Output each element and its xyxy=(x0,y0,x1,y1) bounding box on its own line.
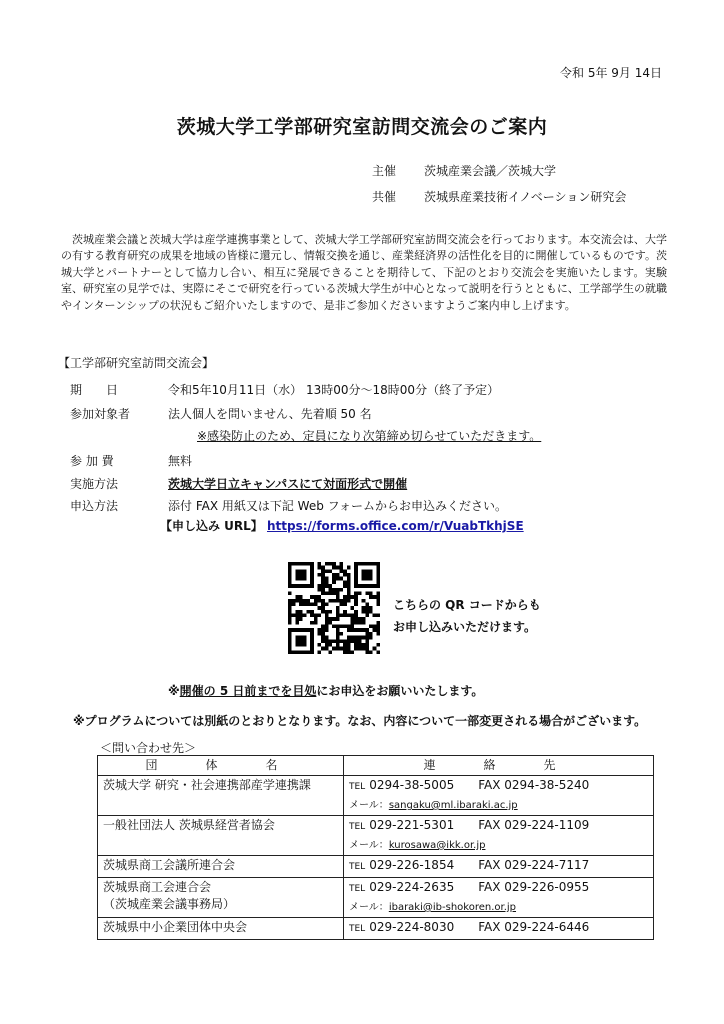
table-row xyxy=(98,878,654,918)
intro-paragraph: 茨城産業会議と茨城大学は産学連携事業として、茨城大学工学部研究室訪問交流会を行っております。本交流会は、大学の有する教育研究の成果を地域の皆様に還元し、情報交換を通じ、産業経済界の活性化を目的に開催しているものです。茨城大学とパートナーとして協力し合い、相互に発展できることを期待して、下記のとおり交流会を実施いたします。実験室、研究室の見学では、実際にそこで研究を行っている茨城大学生が中心となって説明を行うとともに、工学部学生の就職やインターンシップの状況もご紹介いたしますので、是非ご参加くださいますようご案内申し上げます。 xyxy=(61,233,667,312)
qr-caption-line: こちらの QR コードからも xyxy=(393,598,541,612)
org-cell xyxy=(98,878,344,918)
event-date-value: 令和5年10月11日（水） 13時00分～18時00分（終了予定） xyxy=(168,383,500,397)
event-method-value: 茨城大学日立キャンパスにて対面形式で開催 xyxy=(168,477,408,491)
tel-label: TEL xyxy=(349,822,366,832)
fax-number: 029-226-0955 xyxy=(504,880,590,894)
contact-cell xyxy=(344,776,654,816)
organizer-host xyxy=(372,162,556,179)
fax-label: FAX xyxy=(478,858,501,872)
mail-address[interactable]: ibaraki@ib-shokoren.or.jp xyxy=(388,902,517,913)
mail-label: メール： xyxy=(349,840,389,851)
column-header-org: 団 体 名 xyxy=(98,756,344,776)
org-name: 茨城大学 研究・社会連携部産学連携課 xyxy=(103,778,311,792)
tel-number: 0294-38-5005 xyxy=(369,778,455,792)
event-section-heading: 【工学部研究室訪問交流会】 xyxy=(58,356,215,370)
tel-label: TEL xyxy=(349,924,366,934)
deadline-suffix: にお申込をお願いいたします。 xyxy=(316,684,484,698)
org-name: 茨城県商工会連合会 xyxy=(103,880,212,894)
qr-caption-line: お申し込みいただけます。 xyxy=(393,620,537,634)
event-date-label: 期 日 xyxy=(70,383,119,397)
fax-label: FAX xyxy=(478,778,501,792)
column-header-contact: 連 絡 先 xyxy=(344,756,654,776)
event-target-label: 参加対象者 xyxy=(70,407,131,421)
fax-number: 029-224-1109 xyxy=(504,818,590,832)
contact-cell xyxy=(344,878,654,918)
contact-table xyxy=(97,755,654,940)
fax-number: 029-224-6446 xyxy=(504,920,590,934)
table-row xyxy=(98,856,654,878)
tel-fax-line xyxy=(349,919,648,938)
tel-fax-line xyxy=(349,857,648,876)
org-cell xyxy=(98,918,344,940)
page-title: 茨城大学工学部研究室訪問交流会のご案内 xyxy=(176,116,548,138)
deadline-emphasis: 開催の 5 日前までを目処 xyxy=(179,684,317,698)
program-note: ※プログラムについては別紙のとおりとなります。なお、内容について一部変更される場合がございます。 xyxy=(73,714,647,728)
org-name: 茨城県中小企業団体中央会 xyxy=(103,920,248,934)
tel-number: 029-221-5301 xyxy=(369,818,455,832)
event-apply-value: 添付 FAX 用紙又は下記 Web フォームからお申込みください。 xyxy=(168,499,508,513)
event-target-value: 法人個人を問いません、先着順 50 名 xyxy=(168,407,372,421)
fax-number: 029-224-7117 xyxy=(504,858,590,872)
organizer-role: 主催 xyxy=(372,164,397,178)
qr-code-image xyxy=(288,562,380,654)
tel-number: 029-224-2635 xyxy=(369,880,455,894)
event-fee-value: 無料 xyxy=(168,454,193,468)
fax-label: FAX xyxy=(478,920,501,934)
application-url-line xyxy=(160,517,524,534)
table-row xyxy=(98,816,654,856)
mail-line xyxy=(349,836,648,854)
capacity-notice: ※感染防止のため、定員になり次第締め切らせていただきます。 xyxy=(197,429,542,443)
fax-number: 0294-38-5240 xyxy=(504,778,590,792)
tel-fax-line xyxy=(349,777,648,796)
deadline-prefix: ※ xyxy=(168,684,180,698)
event-method-label: 実施方法 xyxy=(70,477,119,491)
tel-fax-line xyxy=(349,817,648,836)
organizer-name: 茨城県産業技術イノベーション研究会 xyxy=(424,190,627,204)
org-cell xyxy=(98,776,344,816)
application-url-label: 【申し込み URL】 xyxy=(160,519,263,533)
mail-address[interactable]: kurosawa@ikk.or.jp xyxy=(388,840,486,851)
contact-cell xyxy=(344,816,654,856)
event-apply-label: 申込方法 xyxy=(70,499,119,513)
tel-label: TEL xyxy=(349,884,366,894)
mail-label: メール： xyxy=(349,902,389,913)
tel-label: TEL xyxy=(349,862,366,872)
org-cell xyxy=(98,816,344,856)
org-cell xyxy=(98,856,344,878)
mail-address[interactable]: sangaku@ml.ibaraki.ac.jp xyxy=(388,800,518,811)
fax-label: FAX xyxy=(478,818,501,832)
fax-label: FAX xyxy=(478,880,501,894)
contact-section-title: ＜問い合わせ先＞ xyxy=(100,741,197,755)
org-name: 一般社団法人 茨城県経営者協会 xyxy=(103,818,275,832)
contact-cell xyxy=(344,856,654,878)
table-row xyxy=(98,918,654,940)
mail-line xyxy=(349,796,648,814)
org-name-sub: （茨城産業会議事務局） xyxy=(103,897,236,911)
tel-fax-line xyxy=(349,879,648,898)
organizer-cohost xyxy=(372,188,626,205)
organizer-role: 共催 xyxy=(372,190,397,204)
tel-label: TEL xyxy=(349,782,366,792)
qr-caption xyxy=(393,594,541,638)
tel-number: 029-226-1854 xyxy=(369,858,455,872)
tel-number: 029-224-8030 xyxy=(369,920,455,934)
org-name: 茨城県商工会議所連合会 xyxy=(103,858,236,872)
mail-label: メール： xyxy=(349,800,389,811)
document-date: 令和 5年 9月 14日 xyxy=(560,66,662,80)
contact-cell xyxy=(344,918,654,940)
deadline-note xyxy=(168,682,483,699)
contact-table-header xyxy=(98,756,654,776)
table-row xyxy=(98,776,654,816)
event-fee-label: 参 加 費 xyxy=(70,454,114,468)
application-url-link[interactable]: https://forms.office.com/r/VuabTkhjSE xyxy=(267,519,524,533)
organizer-name: 茨城産業会議／茨城大学 xyxy=(424,164,557,178)
mail-line xyxy=(349,898,648,916)
